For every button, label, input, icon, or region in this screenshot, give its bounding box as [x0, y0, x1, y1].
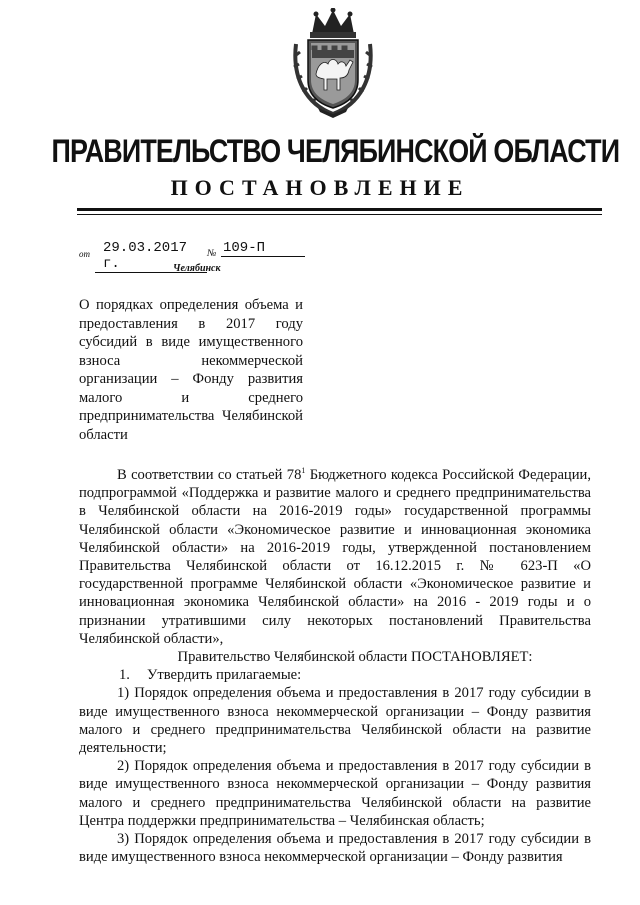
- subitem-2: 2) Порядок определения объема и предоставления в 2017 году субсидии в виде имущественного взноса некоммерческой организации – Фонду развития малого и среднего предпринимательства Челябинской области на развитие Центра поддержки предпринимательства – Челябинская область;: [79, 758, 591, 829]
- item-1-number: 1.: [119, 667, 130, 684]
- document-body: [79, 466, 591, 866]
- date-prefix-label: от: [79, 249, 90, 259]
- number-sign-label: №: [207, 248, 217, 259]
- article-superscript: 1: [301, 466, 306, 476]
- decree-line: Правительство Челябинской области ПОСТАНОВЛЯЕТ:: [177, 649, 533, 666]
- header-rule-thin: [77, 214, 602, 215]
- document-subject: О порядках определения объема и предоставления в 2017 году субсидий в виде имущественного взноса некоммерческой организации – Фонду развития малого и среднего предпринимательства Челябинской области: [79, 297, 303, 443]
- document-date: 29.03.2017 г.: [95, 240, 207, 273]
- document-type: ПОСТАНОВЛЕНИЕ: [170, 175, 470, 200]
- preamble-text-rest: Бюджетного кодекса Российской Федерации, подпрограммой «Поддержка и развитие малого и среднего предпринимательства в Челябинской области на 2016-2019 годы» государственной программы Челябинской области «Экономическое развитие и инновационная экономика Челябинской области» на 2016-2019 годы, утвержденной постановлением Правительства Челябинской области от 16.12.2015 г. № 623-П «О государственной программе Челябинской области «Экономическое развитие и инновационная экономика Челябинской области» на 2016 - 2019 годы и о признании утратившими силу некоторых постановлений Правительства Челябинской области»,: [79, 467, 591, 647]
- city-label: Челябинск: [173, 263, 221, 274]
- header-rule: [77, 208, 602, 211]
- subitem-1: 1) Порядок определения объема и предоставления в 2017 году субсидии в виде имущественного взноса некоммерческой организации – Фонду развития малого и среднего предпринимательства Челябинской области на развитие деятельности;: [79, 685, 591, 757]
- document-number: 109-П: [221, 240, 305, 257]
- item-1-text: Утвердить прилагаемые:: [147, 667, 302, 684]
- chelyabinsk-coat-of-arms-icon: [292, 8, 374, 118]
- item-1: [79, 666, 591, 684]
- government-title: ПРАВИТЕЛЬСТВО ЧЕЛЯБИНСКОЙ ОБЛАСТИ: [51, 133, 620, 169]
- subitem-3: 3) Порядок определения объема и предоставления в 2017 году субсидии в виде имущественного взноса некоммерческой организации – Фонду развития: [79, 831, 591, 866]
- preamble-paragraph: [79, 466, 591, 648]
- preamble-text-start: В соответствии со статьей 78: [117, 467, 302, 483]
